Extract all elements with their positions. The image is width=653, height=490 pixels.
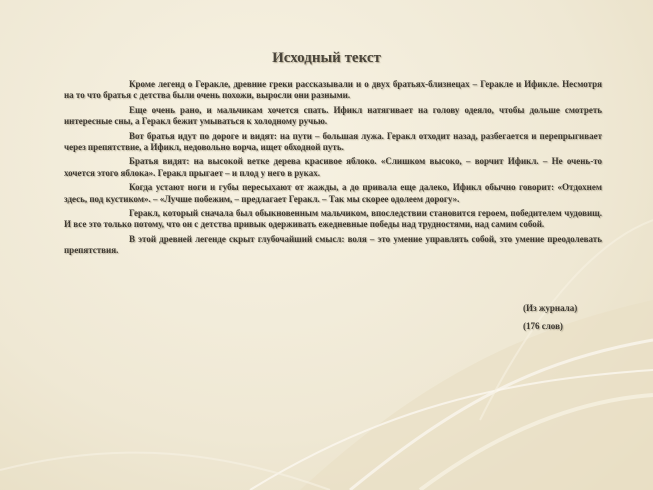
slide-title: Исходный текст: [272, 50, 381, 66]
source-block: [523, 299, 577, 335]
paragraph: Еще очень рано, и мальчикам хочется спать. Ификл натягивает на голову одеяло, чтобы дольше смотреть интересные сны, а Геракл бежит умываться к холодному ручью.: [64, 104, 602, 127]
paragraph: Вот братья идут по дороге и видят: на пути – большая лужа. Геракл отходит назад, разбегается и перепрыгивает через препятствие, а Ификл, недовольно ворча, ищет обходной путь.: [64, 130, 602, 153]
paragraph: Когда устают ноги и губы пересыхают от жажды, а до привала еще далеко, Ификл обычно говорит: «Отдохнем здесь, под кустиком». – «Лучше побежим, – предлагает Геракл. – Так мы скорее одолеем дорогу».: [64, 182, 602, 204]
paragraph: Кроме легенд о Геракле, древние греки рассказывали и о двух братьях-близнецах – Геракле и Ификле. Несмотря на то что братья с детства были очень похожи, выросли они разными.: [64, 79, 602, 101]
word-count: (176 слов): [523, 321, 563, 331]
paragraph: Геракл, который сначала был обыкновенным мальчиком, впоследствии становится героем, победителем чудовищ. И все это только потому, что он с детства привык одерживать ежедневные победы над трудностями, над самим собой.: [64, 208, 602, 230]
text-body: [64, 79, 602, 260]
paragraph: В этой древней легенде скрыт глубочайший смысл: воля – это умение управлять собой, это умение преодолевать препятствия.: [64, 233, 602, 256]
paragraph: Братья видят: на высокой ветке дерева красивое яблоко. «Слишком высоко, – ворчит Ификл. – Не очень-то хочется этого яблока». Геракл прыгает – и плод у него в руках.: [64, 156, 602, 178]
source-attribution: (Из журнала): [523, 303, 578, 313]
